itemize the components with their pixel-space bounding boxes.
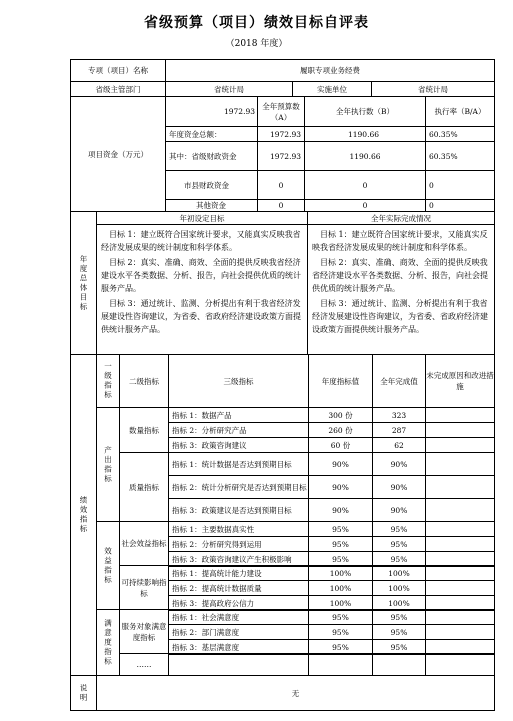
note-label: 说明	[70, 675, 97, 711]
perf-l1-output: 产出指标	[96, 407, 120, 522]
perf-row-actual: 100%	[372, 595, 426, 611]
perf-row-reason	[425, 536, 495, 552]
perf-row-name: 指标 3：基层满意度	[168, 639, 309, 655]
perf-row-target: 95%	[308, 624, 373, 640]
perf-l2: 服务对象满意度指标	[119, 609, 169, 654]
perf-row-actual: 95%	[372, 536, 426, 552]
goal-item: 目标 1：建立既符合国家统计要求，又能真实反映我省经济发展成果的统计制度和科学体系。	[101, 230, 301, 252]
perf-h4: 年度指标值	[308, 354, 373, 408]
note-value: 无	[96, 675, 495, 711]
perf-l1-satisfaction: 满意度指标	[96, 609, 120, 676]
funds-row-label: 年度资金总额：	[165, 126, 258, 142]
funds-row-b: 0	[304, 199, 426, 212]
perf-h2: 二级指标	[119, 354, 169, 408]
project-name-value: 履职专项业务经费	[165, 59, 495, 82]
funds-row-label: 其中：省级财政资金	[165, 141, 258, 171]
perf-row-target: 90%	[308, 498, 373, 522]
dept-value: 省统计局	[165, 81, 293, 97]
perf-row-blank	[425, 653, 495, 676]
goal-item: 目标 2：真实、准确、商效、全面的提供反映我省经济建设水平各类数据、分析、报告，向社会提供优质的统计服务产品。	[312, 258, 488, 293]
perf-row-actual: 62	[372, 437, 426, 453]
goal-item: 目标 3：通过统计、监测、分析提出有利于我省经济发展建设性咨询建议，为省委、省政府经济建设政策方面提供统计服务产品。	[312, 299, 488, 334]
perf-l2: 可持续影响指标	[119, 565, 169, 610]
dept-label: 省级主管部门	[70, 81, 166, 97]
perf-row-blank	[372, 653, 426, 676]
perf-row-target: 95%	[308, 609, 373, 625]
impl-value: 省统计局	[371, 81, 495, 97]
perf-row-reason	[425, 475, 495, 499]
funds-row-rate: 0	[425, 170, 495, 200]
perf-row-target: 95%	[308, 536, 373, 552]
perf-row-actual: 95%	[372, 639, 426, 655]
perf-row-name: 指标 2：分析研究得到运用	[168, 536, 309, 552]
goals-plan-header: 年初设定目标	[96, 211, 308, 225]
funds-row-label: 市县财政资金	[165, 170, 258, 200]
funds-row-b: 1190.66	[304, 141, 426, 171]
perf-row-actual: 100%	[372, 565, 426, 581]
funds-row-a: 0	[257, 170, 305, 200]
perf-row-name: 指标 1：提高统计能力建设	[168, 565, 309, 581]
perf-row-name: 指标 3：政策咨询建议	[168, 437, 309, 453]
perf-row-reason	[425, 521, 495, 537]
perf-row-target: 100%	[308, 580, 373, 596]
perf-row-name: 指标 2：统计分析研究是否达到预期目标	[168, 475, 309, 499]
perf-row-target: 100%	[308, 595, 373, 611]
funds-row-a: 1972.93	[257, 126, 305, 142]
perf-l2: ……	[119, 653, 169, 676]
page-title: 省级预算（项目）绩效目标自评表	[144, 15, 369, 31]
perf-row-actual: 100%	[372, 580, 426, 596]
goal-item: 目标 2：真实、准确、商效、全面的提供反映我省经济建设水平各类数据、分析、报告，向社会提供优质的统计服务产品。	[101, 258, 301, 293]
perf-h5: 全年完成值	[372, 354, 426, 408]
funds-row-b: 0	[304, 170, 426, 200]
perf-row-target: 300 份	[308, 407, 373, 423]
perf-row-target: 90%	[308, 475, 373, 499]
perf-l2: 数量指标	[119, 407, 169, 453]
perf-row-actual: 95%	[372, 551, 426, 567]
perf-row-target: 95%	[308, 639, 373, 655]
perf-row-reason	[425, 565, 495, 581]
perf-row-target: 60 份	[308, 437, 373, 453]
funds-row-a: 1972.93	[257, 141, 305, 171]
perf-l1-benefit: 效益指标	[96, 521, 120, 610]
perf-row-actual: 287	[372, 422, 426, 438]
funds-row-b: 1190.66	[304, 126, 426, 142]
perf-l2: 社会效益指标	[119, 521, 169, 566]
perf-row-actual: 95%	[372, 624, 426, 640]
perf-row-name: 指标 3：政策建议是否达到预期目标	[168, 498, 309, 522]
perf-row-target: 90%	[308, 452, 373, 476]
perf-row-target: 100%	[308, 565, 373, 581]
perf-row-blank	[168, 653, 309, 676]
report-year: （2018 年度）	[225, 39, 288, 49]
perf-row-actual: 323	[372, 407, 426, 423]
perf-h3: 三级指标	[168, 354, 309, 408]
funds-row-label: 其他资金	[165, 199, 258, 212]
perf-row-name: 指标 1：数据产品	[168, 407, 309, 423]
perf-row-target: 260 份	[308, 422, 373, 438]
goal-item: 目标 1：建立既符合国家统计要求，又能真实反映我省经济发展成果的统计制度和科学体系。	[312, 230, 488, 252]
perf-row-name: 指标 3：政策咨询建议产生积极影响	[168, 551, 309, 567]
perf-row-actual: 90%	[372, 475, 426, 499]
perf-row-reason	[425, 437, 495, 453]
perf-h1: 一级指标	[96, 354, 120, 408]
perf-row-actual: 90%	[372, 498, 426, 522]
funds-col-a: 全年预算数（A）	[257, 96, 305, 127]
goals-actual-text	[307, 224, 495, 355]
perf-h6: 未完成原因和改进措施	[425, 354, 495, 408]
perf-row-target: 95%	[308, 551, 373, 567]
perf-row-blank	[308, 653, 373, 676]
perf-row-name: 指标 2：提高统计数据质量	[168, 580, 309, 596]
perf-row-reason	[425, 624, 495, 640]
funds-row-rate: 60.35%	[425, 141, 495, 171]
perf-row-reason	[425, 407, 495, 423]
funds-row-rate: 60.35%	[425, 126, 495, 142]
funds-col-rate: 执行率（B/A）	[425, 96, 495, 127]
goals-plan-text	[96, 224, 308, 355]
perf-row-reason	[425, 609, 495, 625]
perf-l2: 质量指标	[119, 452, 169, 522]
perf-row-name: 指标 3：提高政府公信力	[168, 595, 309, 611]
perf-row-target: 95%	[308, 521, 373, 537]
perf-row-name: 指标 2：部门满意度	[168, 624, 309, 640]
perf-row-name: 指标 1：主要数据真实性	[168, 521, 309, 537]
perf-row-reason	[425, 452, 495, 476]
perf-label: 绩效指标	[70, 354, 97, 676]
budget-total: 1972.93	[223, 107, 255, 116]
perf-row-actual: 90%	[372, 452, 426, 476]
funds-row-rate: 0	[425, 199, 495, 212]
goals-label: 年度总体目标	[70, 211, 97, 355]
goal-item: 目标 3：通过统计、监测、分析提出有利于我省经济发展建设性咨询建议，为省委、省政府经济建设政策方面提供统计服务产品。	[101, 299, 301, 334]
project-name-label: 专项（项目）名称	[70, 59, 166, 82]
goals-actual-header: 全年实际完成情况	[307, 211, 495, 225]
perf-row-reason	[425, 580, 495, 596]
funds-row-a: 0	[257, 199, 305, 212]
perf-row-name: 指标 2：分析研究产品	[168, 422, 309, 438]
perf-row-actual: 95%	[372, 609, 426, 625]
perf-row-name: 指标 1：统计数据是否达到预期目标	[168, 452, 309, 476]
perf-row-actual: 95%	[372, 521, 426, 537]
perf-row-reason	[425, 498, 495, 522]
perf-row-reason	[425, 422, 495, 438]
perf-row-name: 指标 1：社会满意度	[168, 609, 309, 625]
funds-label: 项目资金（万元）	[70, 96, 166, 212]
funds-col-b: 全年执行数（B）	[304, 96, 426, 127]
impl-label: 实施单位	[292, 81, 372, 97]
